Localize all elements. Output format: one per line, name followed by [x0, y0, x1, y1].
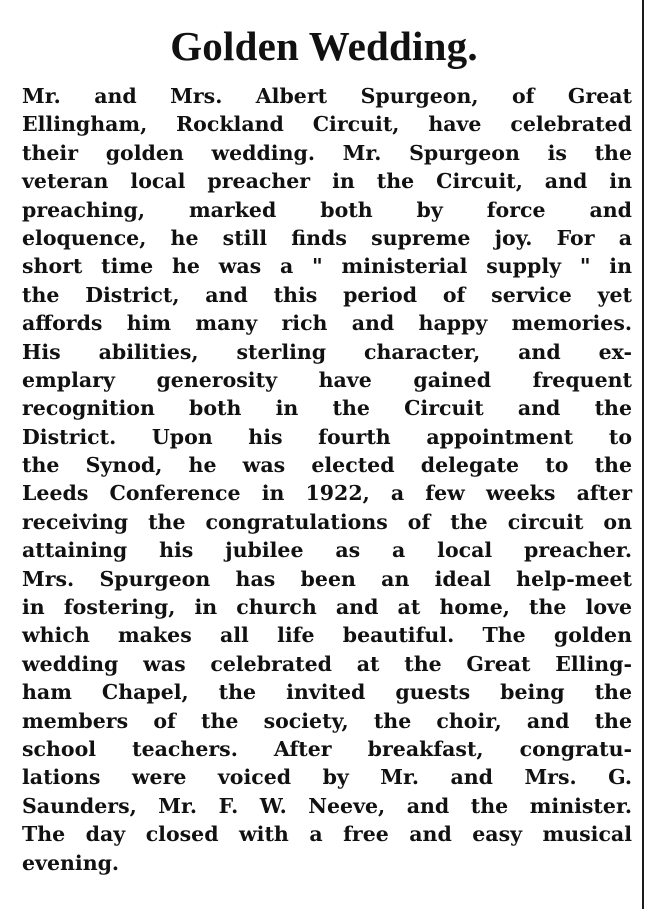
article-line: in fostering, in church and at home, the love: [22, 595, 632, 620]
article-line-last: evening.: [22, 850, 120, 875]
article-line: wedding was celebrated at the Great Elling-: [22, 651, 632, 676]
article-line: preaching, marked both by force and: [22, 197, 632, 222]
article-title: Golden Wedding.: [170, 23, 478, 69]
article-line: receiving the congratulations of the circuit on: [22, 509, 632, 534]
article-line: Mr. and Mrs. Albert Spurgeon, of Great: [22, 84, 632, 108]
article-line: ham Chapel, the invited guests being the: [22, 680, 632, 705]
article-line: recognition both in the Circuit and the: [22, 396, 632, 421]
column-rule: [642, 0, 644, 909]
article-line: Mrs. Spurgeon has been an ideal help-meet: [22, 566, 632, 591]
article-line: Ellingham, Rockland Circuit, have celebrated: [22, 112, 632, 137]
article-line: attaining his jubilee as a local preacher.: [22, 538, 632, 563]
article-line: school teachers. After breakfast, congratu-: [22, 736, 632, 761]
article-line: District. Upon his fourth appointment to: [22, 424, 632, 449]
article-line: Saunders, Mr. F. W. Neeve, and the minister.: [22, 793, 632, 818]
article-line: emplary generosity have gained frequent: [22, 367, 632, 392]
article-line: eloquence, he still finds supreme joy. For a: [22, 225, 632, 250]
article-line: members of the society, the choir, and the: [22, 708, 632, 733]
article-line: short time he was a " ministerial supply " in: [22, 254, 632, 279]
article-line: which makes all life beautiful. The golden: [22, 623, 632, 648]
article-line: affords him many rich and happy memories.: [22, 311, 632, 336]
article-line: The day closed with a free and easy musical: [22, 822, 632, 847]
article-line: lations were voiced by Mr. and Mrs. G.: [22, 765, 632, 790]
article-body: [22, 82, 632, 877]
article-line: veteran local preacher in the Circuit, and in: [22, 169, 632, 194]
article-line: their golden wedding. Mr. Spurgeon is the: [22, 140, 632, 165]
article-line: the District, and this period of service yet: [22, 282, 632, 307]
article-line: His abilities, sterling character, and ex-: [22, 339, 632, 364]
article-line: the Synod, he was elected delegate to the: [22, 453, 632, 478]
article-line: Leeds Conference in 1922, a few weeks after: [22, 481, 632, 506]
